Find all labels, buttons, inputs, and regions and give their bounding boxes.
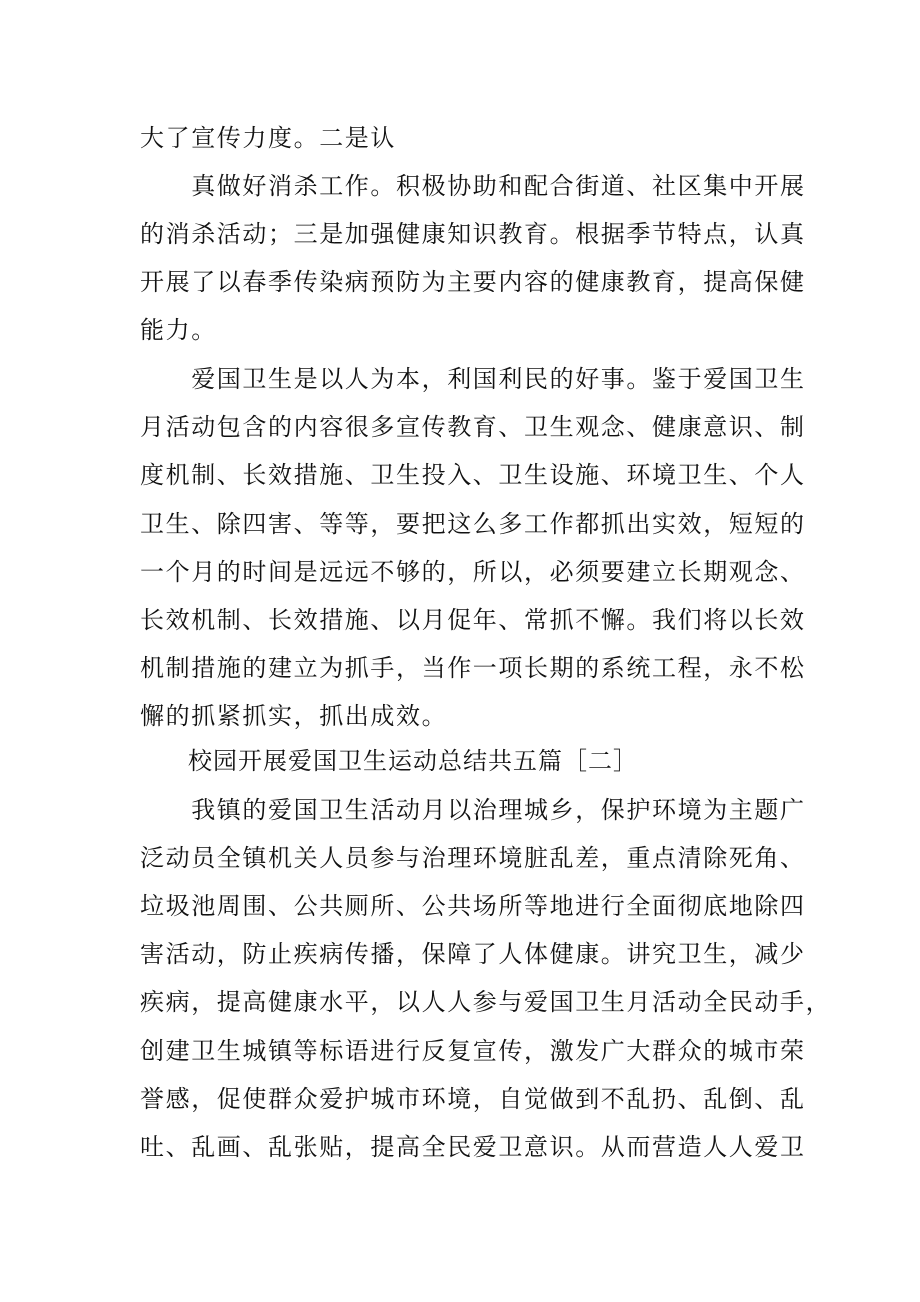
text-line: 我镇的爱国卫生活动月以治理城乡，保护环境为主题广 xyxy=(140,796,806,824)
text-line: 度机制、长效措施、卫生投入、卫生设施、环境卫生、个人 xyxy=(140,461,806,489)
section-heading: 校园开展爱国卫生运动总结共五篇［二］ xyxy=(188,747,638,775)
text-line: 开展了以春季传染病预防为主要内容的健康教育，提高保健 xyxy=(140,268,806,296)
text-line: 疾病，提高健康水平，以人人参与爱国卫生月活动全民动手， xyxy=(140,988,832,1016)
text-line: 大了宣传力度。二是认 xyxy=(140,124,396,152)
text-line: 泛动员全镇机关人员参与治理环境脏乱差，重点清除死角、 xyxy=(140,844,806,872)
text-line: 月活动包含的内容很多宣传教育、卫生观念、健康意识、制 xyxy=(140,413,806,441)
text-line: 机制措施的建立为抓手，当作一项长期的系统工程，永不松 xyxy=(140,654,806,682)
text-line: 誉感，促使群众爱护城市环境，自觉做到不乱扔、乱倒、乱 xyxy=(140,1085,806,1113)
text-line: 长效机制、长效措施、以月促年、常抓不懈。我们将以长效 xyxy=(140,606,806,634)
text-line: 害活动，防止疾病传播，保障了人体健康。讲究卫生，减少 xyxy=(140,940,806,968)
text-line: 能力。 xyxy=(140,316,217,344)
text-line: 创建卫生城镇等标语进行反复宣传，激发广大群众的城市荣 xyxy=(140,1037,806,1065)
text-line: 垃圾池周围、公共厕所、公共场所等地进行全面彻底地除四 xyxy=(140,892,806,920)
text-line: 的消杀活动；三是加强健康知识教育。根据季节特点，认真 xyxy=(140,220,806,248)
text-line: 吐、乱画、乱张贴，提高全民爱卫意识。从而营造人人爱卫 xyxy=(140,1133,806,1161)
text-line: 懈的抓紧抓实，抓出成效。 xyxy=(140,702,448,730)
text-line: 爱国卫生是以人为本，利国利民的好事。鉴于爱国卫生 xyxy=(140,365,806,393)
text-line: 卫生、除四害、等等，要把这么多工作都抓出实效，短短的 xyxy=(140,510,806,538)
text-line: 真做好消杀工作。积极协助和配合街道、社区集中开展 xyxy=(140,172,806,200)
text-line: 一个月的时间是远远不够的，所以，必须要建立长期观念、 xyxy=(140,558,806,586)
